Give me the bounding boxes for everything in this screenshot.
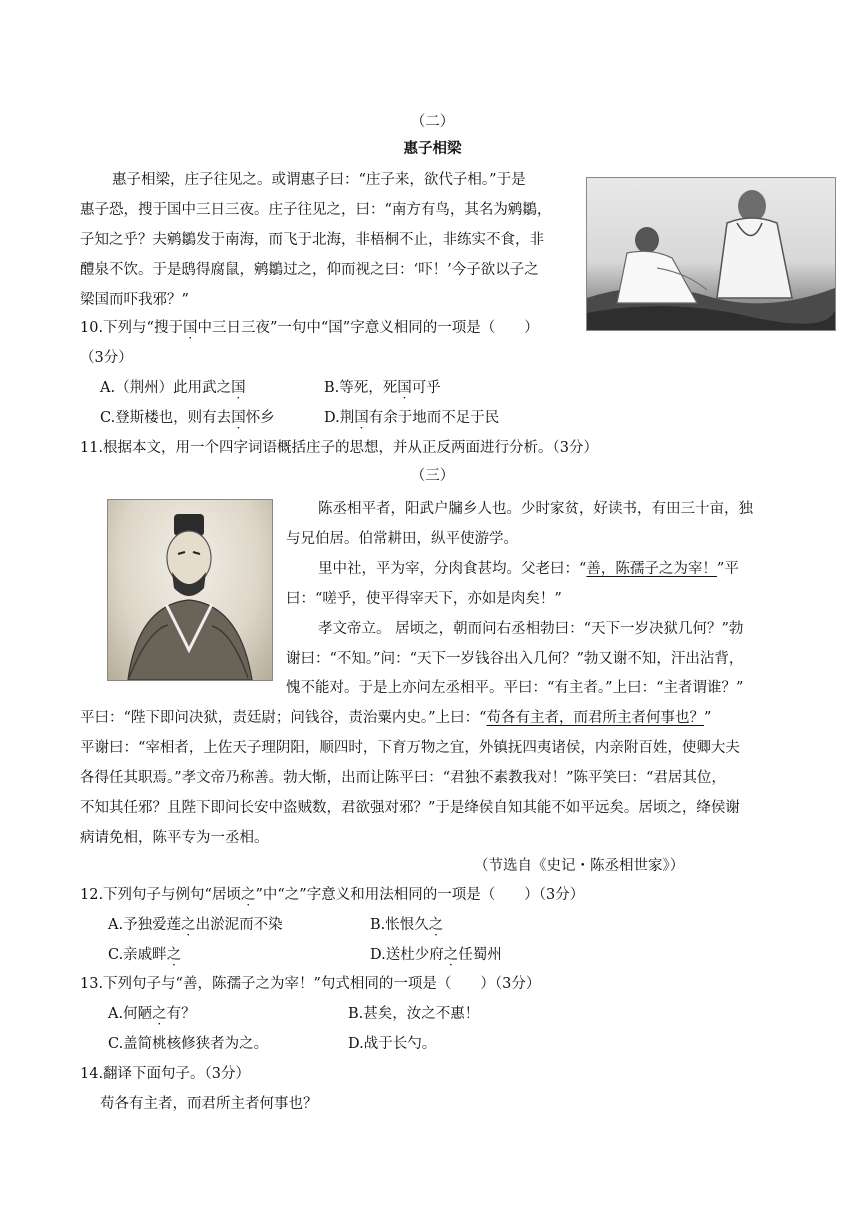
ink-painting-icon bbox=[587, 178, 835, 330]
option-a[interactable]: A.予独爱莲之出淤泥而不染 bbox=[108, 917, 283, 933]
source-citation: （节选自《史记・陈丞相世家》） bbox=[474, 858, 685, 874]
portrait-icon bbox=[108, 500, 272, 680]
passage-line: 醴泉不饮。于是鸱得腐鼠，鹓鶵过之，仰而视之曰：‘吓！’今子欲以子之 bbox=[80, 262, 539, 278]
question-11: 11.根据本文，用一个四字词语概括庄子的思想，并从正反两面进行分析。（3分） bbox=[80, 440, 599, 456]
passage-line: 梁国而吓我邪？” bbox=[80, 292, 189, 308]
option-c[interactable]: C.登斯楼也，则有去国怀乡 bbox=[100, 410, 275, 426]
passage-line: 陈丞相平者，阳武户牖乡人也。少时家贫，好读书，有田三十亩，独 bbox=[318, 501, 753, 517]
passage-line: 曰：“嗟乎，使平得宰天下，亦如是肉矣！” bbox=[286, 591, 562, 607]
option-c[interactable]: C.亲戚畔之 bbox=[108, 947, 182, 963]
translation-sentence: 苟各有主者，而君所主者何事也？ bbox=[100, 1096, 318, 1112]
passage-line: 与兄伯居。伯常耕田，纵平使游学。 bbox=[286, 531, 518, 547]
chen-ping-portrait bbox=[107, 499, 273, 681]
passage-title: 惠子相梁 bbox=[403, 140, 462, 157]
option-b[interactable]: B.怅恨久之 bbox=[370, 917, 444, 933]
passage-line: 不知其任邪？且陛下即问长安中盗贼数，君欲强对邪？”于是绛侯自知其能不如平远矣。居顷之，绛侯谢 bbox=[80, 800, 740, 816]
passage-line: 谢曰：“不知。”问：“天下一岁钱谷出入几何？”勃又谢不知，汗出沾背， bbox=[286, 651, 744, 667]
passage-line: 里中社，平为宰，分肉食甚均。父老曰：“善，陈孺子之为宰！”平 bbox=[318, 561, 739, 577]
question-10-points: （3分） bbox=[80, 350, 133, 366]
question-12-stem: 12.下列句子与例句“居顷之”中“之”字意义和用法相同的一项是（ ）（3分） bbox=[80, 887, 585, 903]
option-a[interactable]: A.（荆州）此用武之国 bbox=[100, 380, 246, 396]
option-d[interactable]: D.送杜少府之任蜀州 bbox=[370, 947, 502, 963]
passage-line: 惠子恐，搜于国中三日三夜。庄子往见之，曰：“南方有鸟，其名为鹓鶵， bbox=[80, 202, 552, 218]
passage-line: 平谢曰：“宰相者，上佐天子理阴阳，顺四时，下育万物之宜，外镇抚四夷诸侯，内亲附百姓，使卿大夫 bbox=[80, 740, 740, 756]
passage-line: 病请免相，陈平专为一丞相。 bbox=[80, 830, 269, 846]
option-b[interactable]: B.甚矣，汝之不惠！ bbox=[348, 1006, 480, 1022]
passage-line: 孝文帝立。 居顷之，朝而问右丞相勃曰：“天下一岁决狱几何？”勃 bbox=[318, 621, 744, 637]
passage-line: 愧不能对。于是上亦问左丞相平。平曰：“有主者。”上曰：“主者谓谁？” bbox=[286, 680, 744, 696]
question-13-stem: 13.下列句子与“善，陈孺子之为宰！”句式相同的一项是（ ）（3分） bbox=[80, 976, 541, 992]
passage-line: 惠子相梁，庄子往见之。或谓惠子曰：“庄子来，欲代子相。”于是 bbox=[112, 172, 526, 188]
passage-line: 平曰：“陛下即问决狱，责廷尉；问钱谷，责治粟内史。”上曰：“苟各有主者，而君所主者何事也？” bbox=[80, 710, 712, 726]
zhuangzi-illustration bbox=[586, 177, 836, 331]
question-14-stem: 14.翻译下面句子。（3分） bbox=[80, 1066, 251, 1082]
section-heading-3: （三） bbox=[410, 468, 455, 484]
option-d[interactable]: D.荆国有余于地而不足于民 bbox=[324, 410, 500, 426]
option-c[interactable]: C.盖简桃核修狭者为之。 bbox=[108, 1036, 269, 1052]
option-d[interactable]: D.战于长勺。 bbox=[348, 1036, 437, 1052]
section-heading-2: （二） bbox=[410, 114, 455, 130]
option-a[interactable]: A.何陋之有？ bbox=[108, 1006, 196, 1022]
question-10-stem: 10.下列与“搜于国中三日三夜”一句中“国”字意义相同的一项是（ ） bbox=[80, 320, 539, 336]
option-b[interactable]: B.等死，死国可乎 bbox=[324, 380, 441, 396]
passage-line: 各得任其职焉。”孝文帝乃称善。勃大惭，出而让陈平曰：“君独不素教我对！”陈平笑曰：“君居其位， bbox=[80, 770, 726, 786]
passage-line: 子知之乎？夫鹓鶵发于南海，而飞于北海，非梧桐不止，非练实不食，非 bbox=[80, 232, 544, 248]
